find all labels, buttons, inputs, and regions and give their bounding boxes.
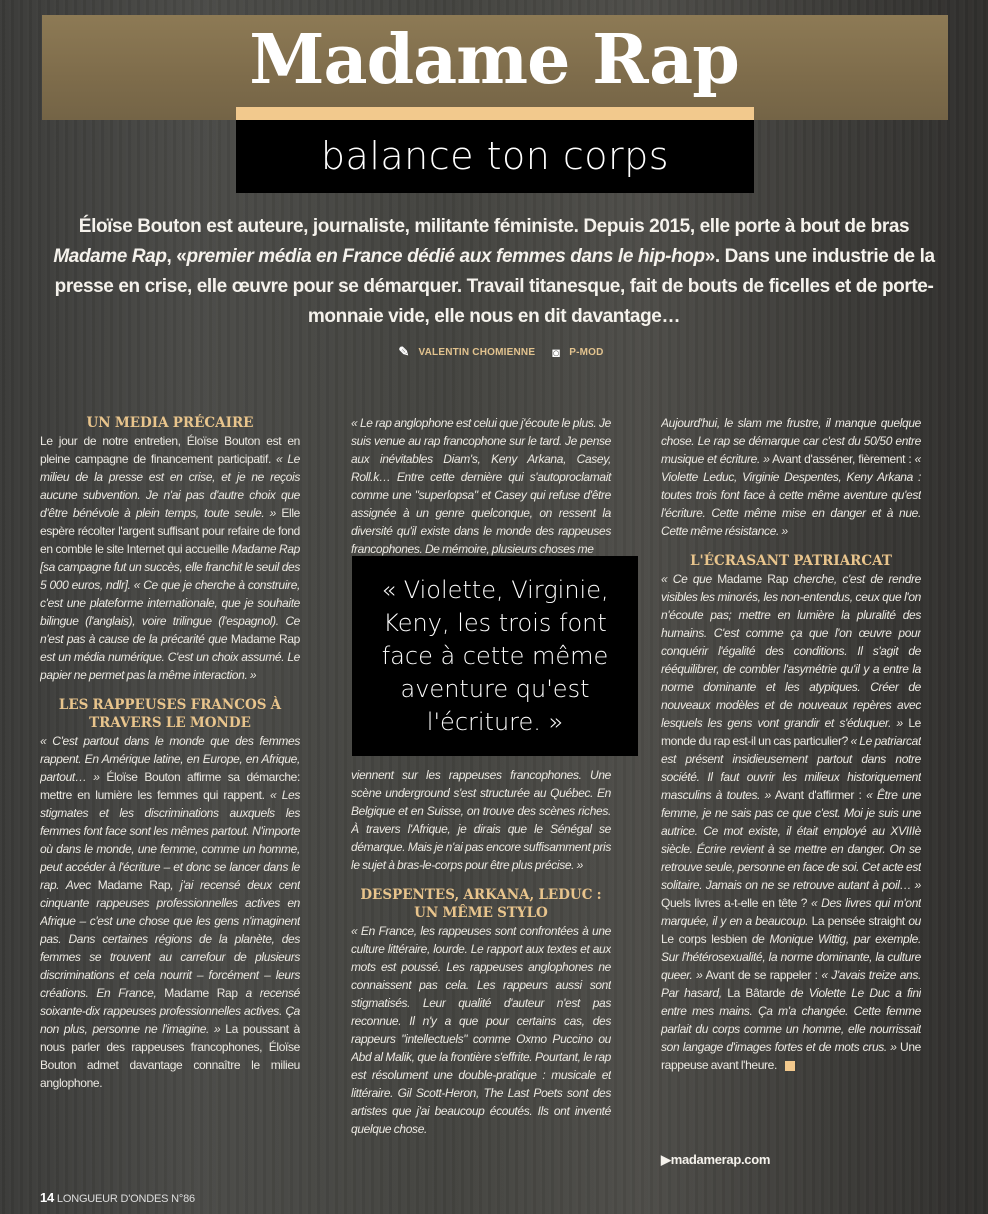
credits [0,344,988,360]
writer-credit: VALENTIN CHOMIENNE [418,346,536,358]
publication-name: LONGUEUR D'ONDES N°86 [56,1193,195,1205]
website-link[interactable] [661,1152,770,1168]
column-2 [351,414,611,556]
body-paragraph: « En France, les rappeuses sont confrontées à une culture littéraire, lourde. Le rapport aux textes et aux mots est poussé. Les rappeuses anglophones ne connaissent pas cela. Les rappeurs aussi sont stigmatisés. Leur qualité d'auteur n'est pas reconnue. Il n'y a que pour certains cas, des rappeurs "intellectuels" comme Oxmo Puccino ou Abd al Malik, que la frontière s'effrite. Pourtant, le rap est résolument une double-pratique : musicale et littéraire. Gil Scott-Heron, The Last Poets sont des artistes que j'ai beaucoup écoutés. Ils ont inventé quelque chose. [351,924,611,1136]
section-heading: L'ÉCRASANT PATRIARCAT [690,553,892,569]
intro-italic: Madame Rap [53,246,167,267]
body-paragraph: Aujourd'hui, le slam me frustre, il manque quelque chose. Le rap se démarque car c'est du 50/50 entre musique et écriture. » Avant d'asséner, fièrement : « Violette Leduc, Virginie Despentes, Keny Arkana : toutes trois font face à cette même aventure qu'est l'écriture. Cette même mise en danger et à nue. Cette même résistance. » [661,416,921,538]
subtitle: balance ton corps [320,134,670,178]
column-1 [40,414,300,1180]
page-title: Madame Rap [249,20,739,100]
section-heading: DESPENTES, ARKANA, LEDUC : UN MÊME STYLO [360,887,602,921]
column-3 [661,414,921,1142]
column-2-lower [351,766,611,1180]
intro-paragraph [52,212,936,332]
intro-italic: premier média en France dédié aux femmes dans le hip-hop [186,246,705,267]
intro-text: Éloïse Bouton est auteure, journaliste, militante féministe. Depuis 2015, elle porte à bout de bras [78,216,910,237]
intro-text: ». Dans une industrie de la presse en crise, elle œuvre pour se démarquer. Travail titanesque, fait de bouts de ficelles et de porte-monnaie vide, elle nous en dit davantage… [54,246,935,327]
page-footer [40,1190,195,1205]
camera-icon: ◙ [552,344,561,360]
body-paragraph: viennent sur les rappeuses francophones. Une scène underground s'est structurée au Québec. En Belgique et en Suisse, on trouve des scènes riches. À travers l'Afrique, je dirais que le Sénégal se démarque. Mais je n'ai pas encore suffisamment pris le sujet à bras-le-corps pour être plus précise. » [351,768,611,872]
section-heading: LES RAPPEUSES FRANCOS À TRAVERS LE MONDE [58,697,282,731]
section-heading: UN MEDIA PRÉCAIRE [86,415,254,431]
body-paragraph: Le jour de notre entretien, Éloïse Bouton est en pleine campagne de financement participatif. « Le milieu de la presse est en crise, et je ne reçois aucune subvention. Je n'ai pas d'autre choix que d'être bénévole à plein temps, toute seule. » Elle espère récolter l'argent suffisant pour refaire de fond en comble le site Internet qui accueille Madame Rap [sa campagne fut un succès, elle franchit le seuil des 5 000 euros, ndlr]. « Ce que je cherche à construire, c'est une plateforme internationale, que je souhaite bilingue (l'anglais), voire trilingue (l'espagnol). Ce n'est pas à cause de la précarité que Madame Rap est un média numérique. C'est un choix assumé. Le papier ne permet pas la même interaction. » [40,434,300,682]
body-paragraph: « Ce que Madame Rap cherche, c'est de rendre visibles les minorés, les non-entendus, ceux que l'on n'écoute pas; mettre en lumière la pluralité des humains. C'est comme ça que l'on œuvre pour conquérir l'égalité des conditions. Il s'agit de rééquilibrer, de combler l'asymétrie qu'il y a entre la norme dominante et les atypiques. Créer de nouveaux modèles et de nouveaux repères avec lesquels les gens vont grandir et s'éduquer. » Le monde du rap est-il un cas particulier? « Le patriarcat est présent insidieusement partout dans notre société. Il faut ouvrir les milieux historiquement masculins à toutes. » Avant d'affirmer : « Être une femme, je ne sais pas ce que c'est. Moi je suis une autrice. Ce mot existe, il était employé au XVIIIè siècle. Écrire revient à se mettre en danger. On se retrouve seule, personne en face de soi. Cet acte est solitaire. Jamais on ne se retrouve autant à poil… » Quels livres a-t-elle en tête ? « Des livres qui m'ont marquée, il y en a beaucoup. La pensée straight ou Le corps lesbien de Monique Wittig, par exemple. Sur l'hétérosexualité, la norme dominante, la culture queer. » Avant de se rappeler : « J'avais treize ans. Par hasard, La Bâtarde de Violette Le Duc a fini entre mes mains. Ça m'a changée. Cette femme parlait du corps comme un homme, elle nourrissait son langage d'images fortes et de mots crus. » Une rappeuse avant l'heure. [661,572,921,1072]
intro-text: , « [166,246,187,267]
website-link-text[interactable]: madamerap.com [670,1152,771,1167]
play-triangle-icon: ▶ [661,1152,671,1167]
pull-quote: « Violette, Virginie, Keny, les trois font face à cette même aventure qu'est l'écriture. » [352,556,638,756]
end-mark-icon [785,1061,795,1071]
body-paragraph: « Le rap anglophone est celui que j'écoute le plus. Je suis venue au rap francophone sur le tard. Je pense aux inévitables Diam's, Keny Arkana, Casey, Roll.k… Entre cette dernière qui s'autoproclamait comme une "superlopsa" et Casey qui refuse d'être assignée à un genre quelconque, on ressent la diversité qu'il existe dans le monde des rappeuses francophones. De mémoire, plusieurs choses me [351,416,611,556]
pencil-icon: ✎ [398,344,410,359]
page-number: 14 [40,1190,55,1205]
body-paragraph: « C'est partout dans le monde que des femmes rappent. En Amérique latine, en Europe, en Afrique, partout… » Éloïse Bouton affirme sa démarche: mettre en lumière les femmes qui rappent. « Les stigmates et les discriminations auxquels les femmes font face sont les mêmes partout. N'importe où dans le monde, une femme, comme un homme, peut accéder à l'écriture – et donc se lancer dans le rap. Avec Madame Rap, j'ai recensé deux cent cinquante rappeuses professionnelles actives en Afrique – c'est une chose que les gens n'imaginent pas. Dans certaines régions de la planète, des femmes se trouvent au carrefour de plusieurs discriminations et cela nourrit – forcément – leurs créations. En France, Madame Rap a recensé soixante-dix rappeuses professionnelles actives. Ça non plus, personne ne l'imagine. » La poussant à nous parler des rappeuses francophones, Éloïse Bouton admet davantage connaître le milieu anglophone. [40,734,300,1090]
photo-credit: P-MOD [569,346,604,358]
